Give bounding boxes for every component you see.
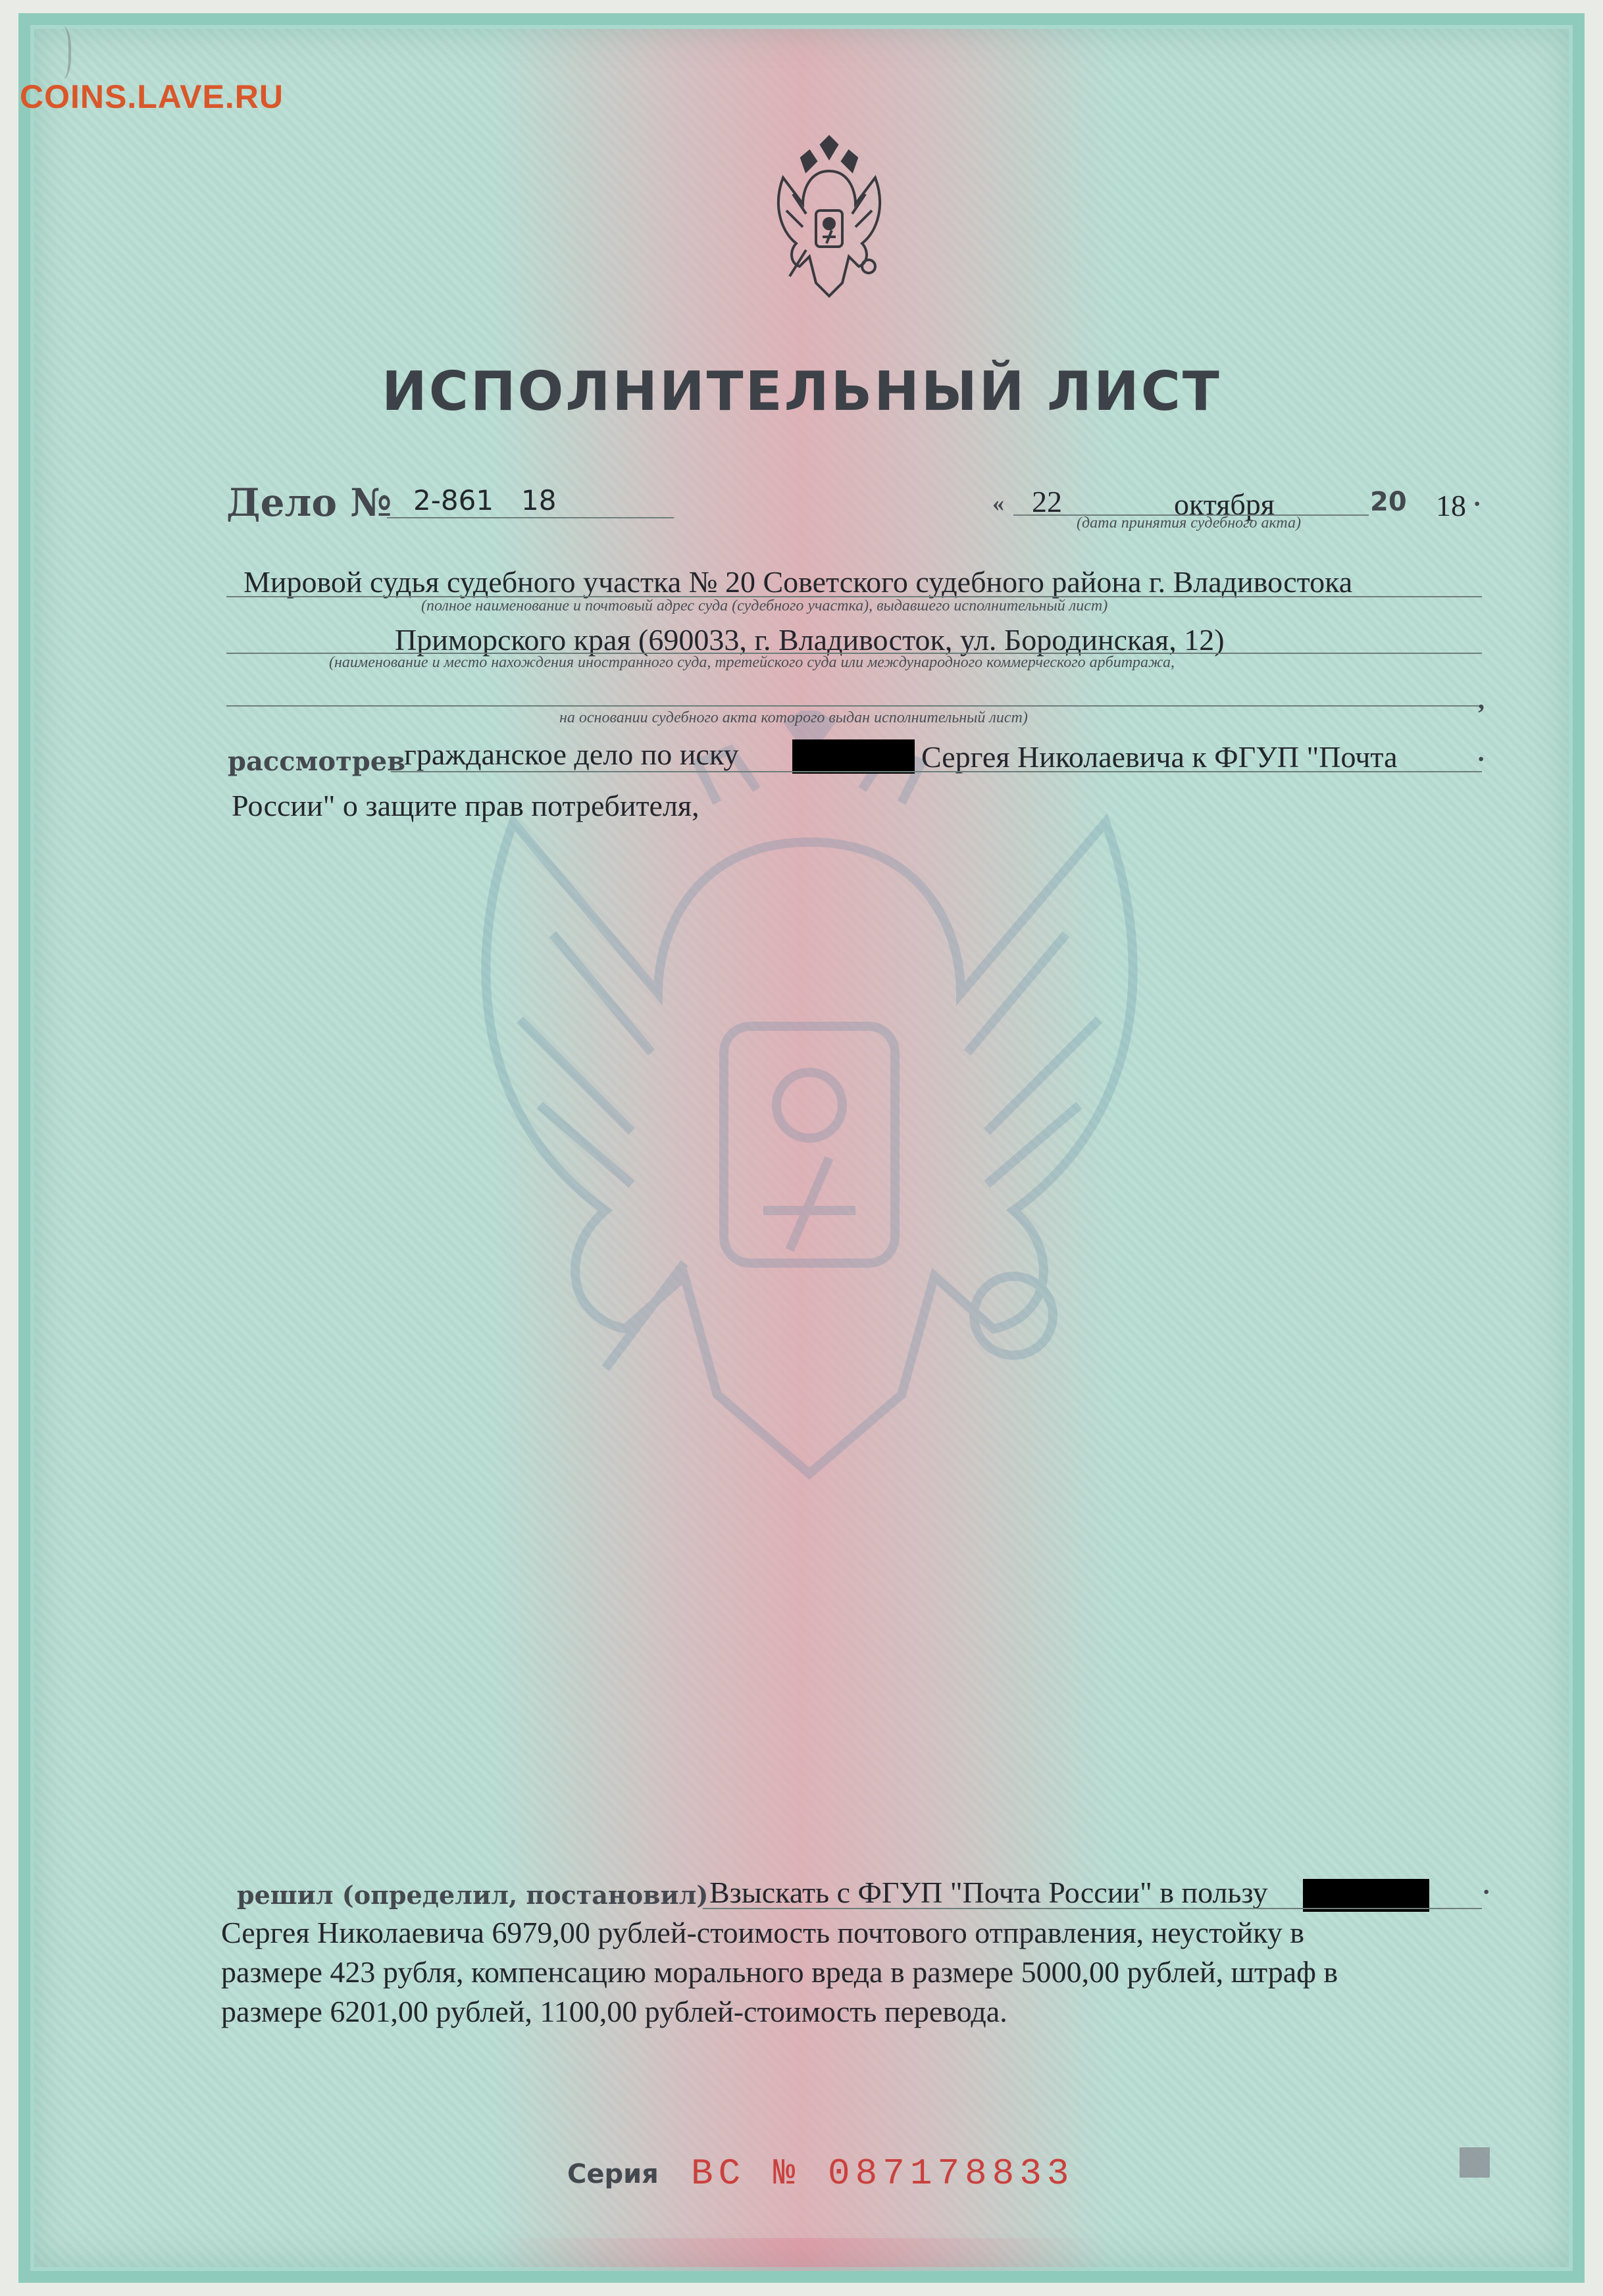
series-number: ВС № 087178833 <box>691 2153 1075 2195</box>
considered-end-dot: · <box>1477 744 1486 774</box>
document-title: ИСПОЛНИТЕЛЬНЫЙ ЛИСТ <box>382 361 1221 423</box>
decided-text-a: Взыскать с ФГУП "Почта России" в пользу <box>709 1876 1268 1909</box>
case-number: 2-861 <box>413 484 494 516</box>
decided-line3: размере 423 рубля, компенсацию морального вреда в размере 5000,00 рублей, штраф в <box>221 1955 1338 1989</box>
series-label: Серия <box>567 2159 659 2189</box>
date-month: октября <box>1174 487 1275 521</box>
court-line3-comma: , <box>1478 685 1485 714</box>
case-label: Дело № <box>226 480 392 525</box>
date-end-dot: · <box>1473 489 1482 518</box>
considered-text-a: гражданское дело по иску <box>404 737 739 771</box>
decided-line2: Сергея Николаевича 6979,00 рублей-стоимость почтового отправления, неустойку в <box>221 1916 1304 1949</box>
court-hint-2: (наименование и место нахождения иностранного суда, третейского суда или международного коммерческого арбитража, <box>329 654 1175 671</box>
staple-mark <box>51 26 71 79</box>
decided-end-dot: · <box>1482 1877 1491 1907</box>
court-name-line2: Приморского края (690033, г. Владивосток, ул. Бородинская, 12) <box>395 623 1225 657</box>
court-rule-3 <box>226 705 1482 707</box>
considered-text-b: Сергея Николаевича к ФГУП "Почта <box>921 740 1398 774</box>
court-name-line1: Мировой судья судебного участка № 20 Советского судебного района г. Владивостока <box>243 565 1353 599</box>
date-year-suffix: 18 <box>1436 489 1466 522</box>
date-open-quote: « <box>992 490 1004 516</box>
emblem-russia-icon <box>770 132 888 309</box>
emblem-watermark-icon <box>434 711 1184 1487</box>
corner-mark <box>1460 2147 1490 2178</box>
redacted-surname-2 <box>1303 1879 1429 1912</box>
date-year-prefix: 20 <box>1370 487 1407 517</box>
date-day: 22 <box>1032 485 1062 518</box>
site-watermark: COINS.LAVE.RU <box>20 78 284 115</box>
date-hint: (дата принятия судебного акта) <box>1077 514 1302 532</box>
case-year: 18 <box>521 484 557 516</box>
redacted-surname-1 <box>792 739 915 774</box>
court-hint-1: (полное наименование и почтовый адрес суда (судебного участка), выдавшего исполнительный лист) <box>421 597 1108 614</box>
considered-line2: России" о защите прав потребителя, <box>232 789 700 822</box>
decided-label: решил (определил, постановил) <box>237 1880 709 1910</box>
case-number-rule <box>387 517 674 518</box>
considered-label: рассмотрев <box>228 746 406 777</box>
court-hint-3: на основании судебного акта которого выдан исполнительный лист) <box>559 709 1028 726</box>
considered-rule <box>391 771 1482 772</box>
decided-rule <box>703 1908 1482 1909</box>
decided-line4: размере 6201,00 рублей, 1100,00 рублей-стоимость перевода. <box>221 1995 1007 2028</box>
